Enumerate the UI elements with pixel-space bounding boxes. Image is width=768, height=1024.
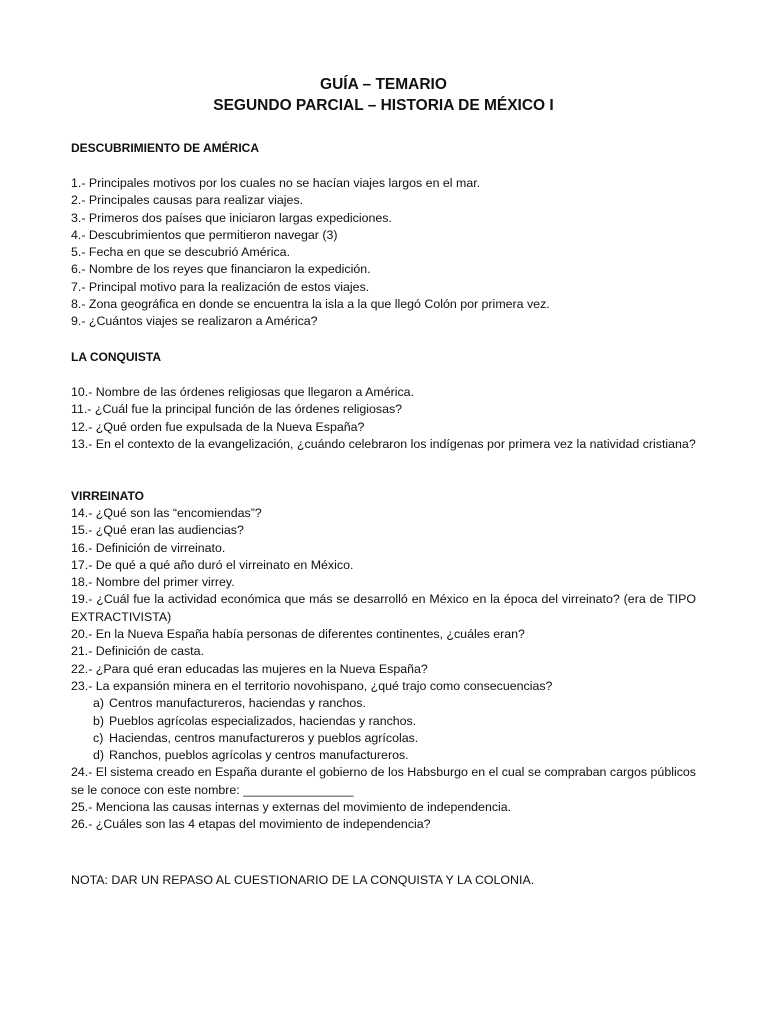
question-item: 18.- Nombre del primer virrey.: [71, 575, 235, 590]
question-item: 21.- Definición de casta.: [71, 644, 204, 659]
section-heading-descubrimiento: DESCUBRIMIENTO DE AMÉRICA: [71, 141, 260, 155]
option-text: Pueblos agrícolas especializados, haciendas y ranchos.: [109, 713, 417, 728]
answer-option: [71, 747, 696, 764]
option-letter: c): [93, 730, 104, 745]
option-text: Haciendas, centros manufactureros y pueblos agrícolas.: [109, 730, 419, 745]
section-heading-conquista: LA CONQUISTA: [71, 350, 161, 364]
document-title: GUÍA – TEMARIO: [320, 76, 447, 93]
question-item: 24.- El sistema creado en España durante el gobierno de los Habsburgo en el cual se compraban cargos públicos se le conoce con este nombre: ________________: [71, 765, 696, 797]
answer-option: [71, 713, 696, 730]
question-list-virreinato: [71, 505, 696, 834]
question-item: 7.- Principal motivo para la realización de estos viajes.: [71, 279, 370, 294]
question-item: 9.- ¿Cuántos viajes se realizaron a América?: [71, 314, 318, 329]
option-letter: b): [93, 713, 105, 728]
question-item: 5.- Fecha en que se descubrió América.: [71, 245, 291, 260]
question-item: 19.- ¿Cuál fue la actividad económica que más se desarrolló en México en la época del virreinato? (era de TIPO EXTRACTIVISTA): [71, 592, 696, 624]
question-item: 26.- ¿Cuáles son las 4 etapas del movimiento de independencia?: [71, 817, 431, 832]
question-item: 3.- Primeros dos países que iniciaron largas expediciones.: [71, 210, 392, 225]
question-item: 6.- Nombre de los reyes que financiaron la expedición.: [71, 262, 371, 277]
answer-option: [71, 730, 696, 747]
question-item: 1.- Principales motivos por los cuales no se hacían viajes largos en el mar.: [71, 176, 481, 190]
option-letter: a): [93, 696, 105, 711]
question-item: 17.- De qué a qué año duró el virreinato en México.: [71, 557, 354, 572]
question-item: 4.- Descubrimientos que permitieron navegar (3): [71, 227, 338, 242]
question-item: 11.- ¿Cuál fue la principal función de las órdenes religiosas?: [71, 402, 403, 417]
document-subtitle: SEGUNDO PARCIAL – HISTORIA DE MÉXICO I: [213, 97, 554, 114]
review-note: NOTA: DAR UN REPASO AL CUESTIONARIO DE LA CONQUISTA Y LA COLONIA.: [71, 873, 535, 887]
question-item: 14.- ¿Qué son las “encomiendas”?: [71, 506, 262, 520]
question-list-descubrimiento: [71, 175, 696, 331]
option-letter: d): [93, 748, 105, 763]
answer-option: [71, 695, 696, 712]
question-item: 20.- En la Nueva España había personas de diferentes continentes, ¿cuáles eran?: [71, 627, 525, 642]
question-list-conquista: [71, 384, 696, 453]
question-item: 22.- ¿Para qué eran educadas las mujeres en la Nueva España?: [71, 661, 428, 676]
question-item: 8.- Zona geográfica en donde se encuentra la isla a la que llegó Colón por primera vez.: [71, 297, 550, 312]
question-item: 23.- La expansión minera en el territorio novohispano, ¿qué trajo como consecuencias?: [71, 678, 553, 693]
question-item: 10.- Nombre de las órdenes religiosas que llegaron a América.: [71, 385, 414, 399]
question-item: 13.- En el contexto de la evangelización, ¿cuándo celebraron los indígenas por primera vez la natividad cristiana?: [71, 436, 696, 451]
question-item: 12.- ¿Qué orden fue expulsada de la Nueva España?: [71, 419, 365, 434]
question-item: 2.- Principales causas para realizar viajes.: [71, 193, 304, 208]
question-item: 15.- ¿Qué eran las audiencias?: [71, 523, 244, 538]
question-item: 25.- Menciona las causas internas y externas del movimiento de independencia.: [71, 800, 512, 815]
section-heading-virreinato: VIRREINATO: [71, 489, 144, 503]
option-text: Centros manufactureros, haciendas y ranchos.: [109, 696, 366, 711]
option-text: Ranchos, pueblos agrícolas y centros manufactureros.: [109, 748, 409, 763]
question-item: 16.- Definición de virreinato.: [71, 540, 226, 555]
